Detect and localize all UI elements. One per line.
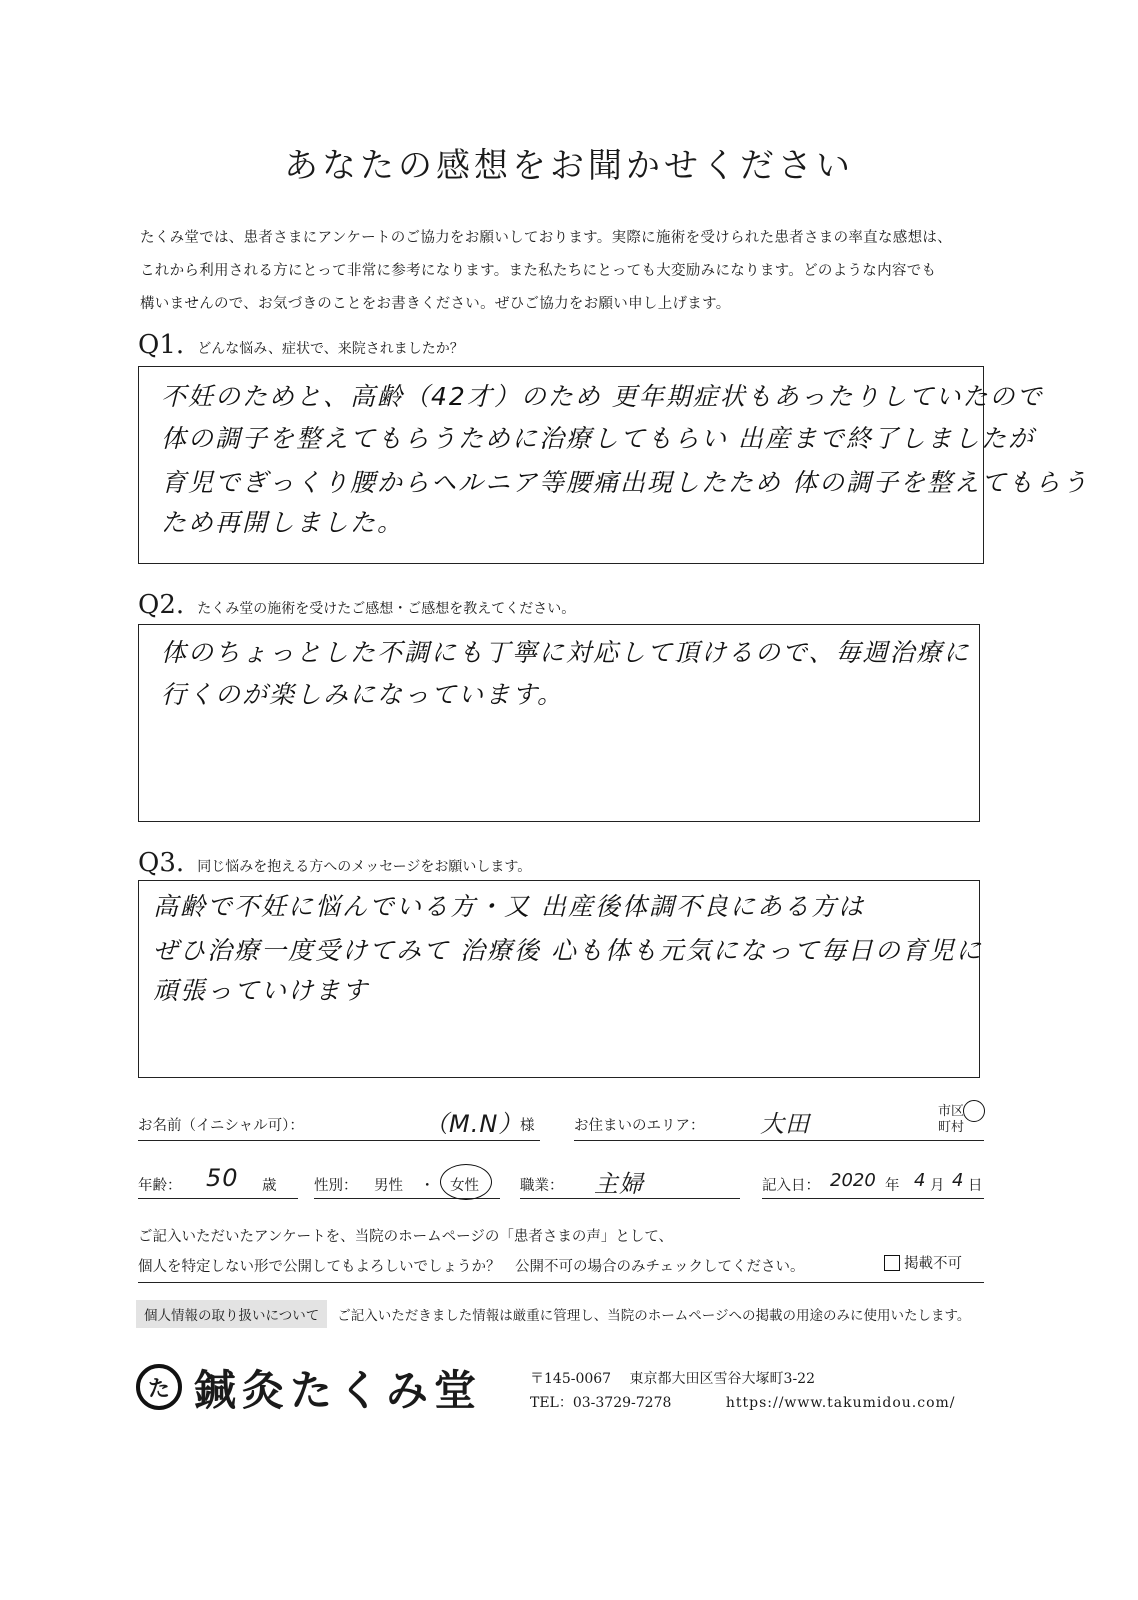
question-label: Q3. [138,848,185,878]
question-text: たくみ堂の施術を受けたご感想・ご感想を教えてください。 [197,601,576,617]
question-label: Q2. [138,590,185,620]
female-circle-mark [440,1164,492,1200]
street-address: 東京都大田区雪谷大塚町3-22 [629,1371,815,1387]
job-field[interactable]: 主婦 [594,1170,644,1198]
page-title: あなたの感想をお聞かせください [284,146,854,186]
date-year-unit: 年 [885,1178,900,1194]
date-underline [762,1198,984,1199]
age-label: 年齢： [138,1178,182,1194]
question-1 [138,330,464,360]
area-unit-city-ward: 市区 [938,1104,965,1119]
handwritten-answer-line: 高齢で不妊に悩んでいる方・又 出産後体調不良にある方は [153,892,865,921]
age-field[interactable]: 50 [206,1164,239,1192]
postal-code: 〒145-0067 [530,1371,612,1387]
ward-circle-mark [963,1100,985,1122]
intro-text [140,222,1020,321]
question-text: 同じ悩みを抱える方へのメッセージをお願いします。 [197,859,532,875]
handwritten-answer-line: 頑張っていけます [153,976,370,1005]
date-day-unit: 日 [968,1178,983,1194]
privacy-notice [136,1300,970,1328]
area-field[interactable]: 大田 [760,1110,810,1138]
clinic-contact [530,1392,956,1412]
gender-male-option[interactable]: 男性 [374,1178,403,1194]
name-underline [138,1140,540,1141]
handwritten-answer-line: 育児でぎっくり腰からヘルニア等腰痛出現したため 体の調子を整えてもらう [161,468,1089,497]
date-month-field[interactable]: 4 [914,1170,926,1191]
consent-line: 個人を特定しない形で公開してもよろしいでしょうか？ 公開不可の場合のみチェックしてください。 [138,1259,805,1275]
name-label: お名前（イニシャル可）： [138,1118,304,1134]
gender-separator: ・ [420,1178,435,1194]
clinic-logo-icon [136,1364,182,1410]
area-label: お住まいのエリア： [574,1118,705,1134]
checkbox-box[interactable] [884,1255,900,1271]
handwritten-answer-line: ため再開しました。 [161,508,405,537]
consent-divider [138,1282,984,1283]
date-day-field[interactable]: 4 [952,1170,964,1191]
gender-female-option[interactable]: 女性 [450,1178,479,1194]
question-text: どんな悩み、症状で、来院されましたか？ [197,341,464,357]
publish-refusal-checkbox[interactable] [884,1252,962,1273]
handwritten-answer-line: 体のちょっとした不調にも丁寧に対応して頂けるので、毎週治療に [161,638,971,667]
job-label: 職業： [520,1178,564,1194]
consent-text [138,1222,805,1282]
privacy-text: ご記入いただきました情報は厳重に管理し、当院のホームページへの掲載の用途のみに使用いたします。 [337,1308,971,1324]
question-3 [138,848,531,878]
name-field[interactable]: （M.N） [424,1110,524,1138]
clinic-address [530,1368,815,1388]
handwritten-answer-line: 行くのが楽しみになっています。 [161,680,565,709]
date-year-field[interactable]: 2020 [830,1170,876,1191]
area-unit [938,1104,964,1136]
question-2 [138,590,575,620]
gender-label: 性別： [314,1178,358,1194]
answer-box-q2[interactable] [138,624,980,822]
age-underline [138,1198,298,1199]
area-unit-town-village: 町村 [938,1120,965,1135]
question-label: Q1. [138,330,185,360]
handwritten-answer-line: ぜひ治療一度受けてみて 治療後 心も体も元気になって毎日の育児に [153,936,983,965]
website-link[interactable]: https://www.takumidou.com/ [725,1395,956,1411]
age-unit: 歳 [262,1178,277,1194]
name-suffix: 様 [520,1118,535,1134]
phone-number: TEL：03-3729-7278 [530,1395,672,1411]
privacy-tag: 個人情報の取り扱いについて [136,1300,327,1328]
date-label: 記入日： [762,1178,820,1194]
checkbox-label: 掲載不可 [904,1256,962,1272]
clinic-name: 鍼灸たくみ堂 [194,1366,483,1415]
answer-box-q1[interactable] [138,366,1089,564]
area-underline [574,1140,984,1141]
handwritten-answer-line: 不妊のためと、高齢（42才）のため 更年期症状もあったりしていたので [161,382,1044,411]
logo-mark: た [147,1376,170,1402]
answer-box-q3[interactable] [138,880,983,1078]
handwritten-answer-line: 体の調子を整えてもらうために治療してもらい 出産まで終了しましたが [161,424,1035,453]
intro-line: 構いませんので、お気づきのことをお書きください。ぜひご協力をお願い申し上げます。 [140,296,731,312]
intro-line: これから利用される方にとって非常に参考になります。また私たちにとっても大変励みになります。どのような内容でも [140,263,937,279]
date-month-unit: 月 [930,1178,945,1194]
consent-line: ご記入いただいたアンケートを、当院のホームページの「患者さまの声」として、 [138,1229,674,1245]
intro-line: たくみ堂では、患者さまにアンケートのご協力をお願いしております。実際に施術を受けられた患者さまの率直な感想は、 [140,230,952,246]
